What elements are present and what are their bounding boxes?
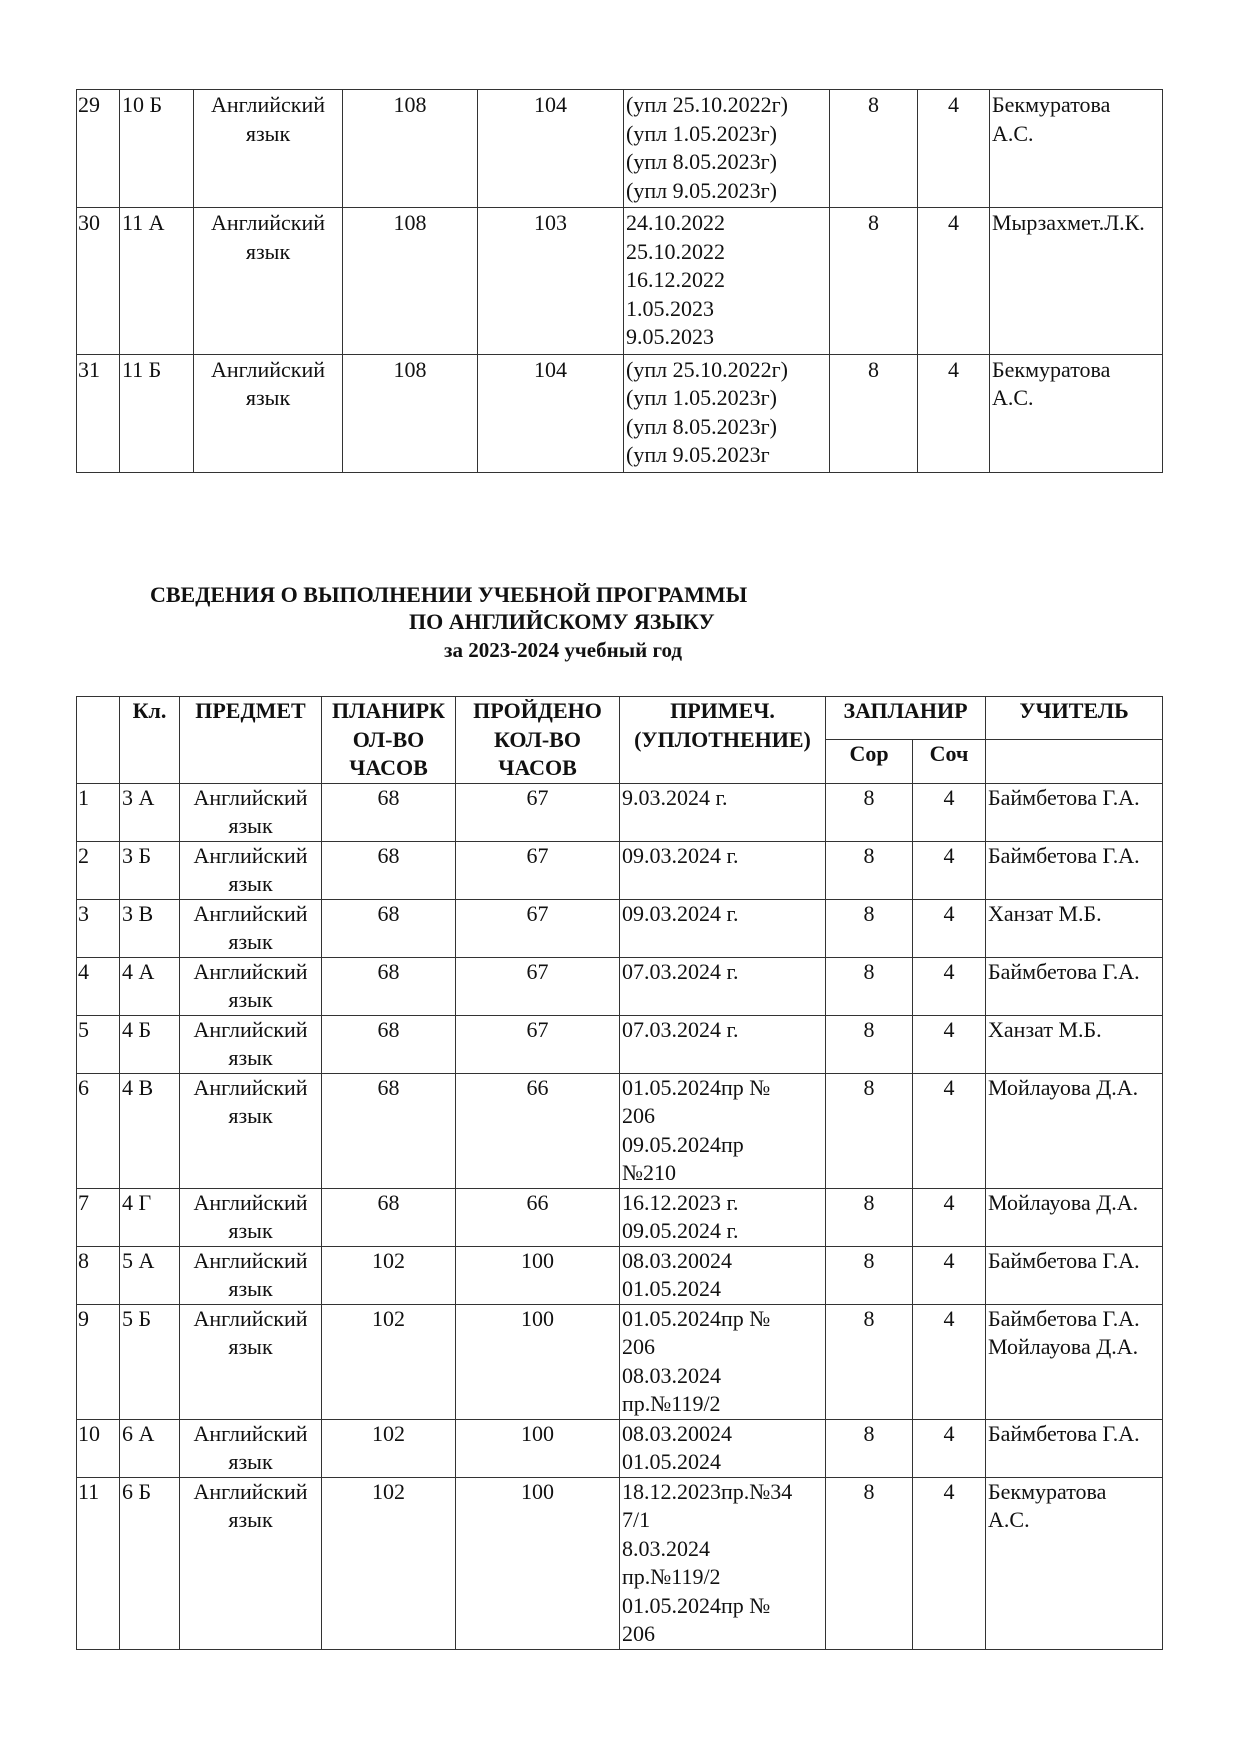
notes-cell: (упл 25.10.2022г) (упл 1.05.2023г) (упл 8.05.2023г) (упл 9.05.2023г [624, 354, 830, 472]
class-cell: 11 Б [120, 354, 194, 472]
soch-cell: 4 [918, 354, 990, 472]
soch-cell: 4 [918, 90, 990, 208]
sor-cell: 8 [830, 90, 918, 208]
subject-cell: Английский язык [180, 1073, 322, 1188]
subject-cell: Английский язык [180, 1015, 322, 1073]
subject-cell: Английский язык [180, 841, 322, 899]
continuation-table-body [77, 90, 1163, 473]
completed-hours-cell: 104 [478, 354, 624, 472]
sor-cell: 8 [830, 208, 918, 355]
header-soch: Соч [913, 740, 986, 783]
completed-hours-cell: 103 [478, 208, 624, 355]
notes-cell: 09.03.2024 г. [620, 841, 826, 899]
planned-hours-cell: 102 [322, 1419, 456, 1477]
row-number: 1 [77, 783, 120, 841]
teacher-cell: Баймбетова Г.А. [986, 957, 1163, 1015]
planned-hours-cell: 102 [322, 1477, 456, 1649]
planned-hours-cell: 108 [343, 208, 478, 355]
header-subject: ПРЕДМЕТ [180, 697, 322, 784]
row-number: 11 [77, 1477, 120, 1649]
soch-cell: 4 [913, 783, 986, 841]
subject-cell: Английский язык [194, 208, 343, 355]
sor-cell: 8 [826, 783, 913, 841]
header-notes: ПРИМЕЧ. (УПЛОТНЕНИЕ) [620, 697, 826, 784]
completed-hours-cell: 67 [456, 899, 620, 957]
soch-cell: 4 [913, 1188, 986, 1246]
notes-cell: 08.03.20024 01.05.2024 [620, 1246, 826, 1304]
completed-hours-cell: 100 [456, 1419, 620, 1477]
class-cell: 4 Б [120, 1015, 180, 1073]
row-number: 2 [77, 841, 120, 899]
teacher-cell: Баймбетова Г.А. [986, 783, 1163, 841]
notes-cell: (упл 25.10.2022г) (упл 1.05.2023г) (упл 8.05.2023г) (упл 9.05.2023г) [624, 90, 830, 208]
class-cell: 5 Б [120, 1304, 180, 1419]
row-number: 4 [77, 957, 120, 1015]
header-sor: Сор [826, 740, 913, 783]
header-number [77, 697, 120, 784]
completed-hours-cell: 100 [456, 1304, 620, 1419]
table-row [77, 899, 1163, 957]
subject-cell: Английский язык [180, 1188, 322, 1246]
soch-cell: 4 [913, 1073, 986, 1188]
table-row [77, 208, 1163, 355]
notes-cell: 24.10.2022 25.10.2022 16.12.2022 1.05.2023 9.05.2023 [624, 208, 830, 355]
sor-cell: 8 [826, 1419, 913, 1477]
subject-cell: Английский язык [180, 899, 322, 957]
planned-hours-cell: 102 [322, 1304, 456, 1419]
class-cell: 6 Б [120, 1477, 180, 1649]
row-number: 8 [77, 1246, 120, 1304]
teacher-cell: Баймбетова Г.А. [986, 1246, 1163, 1304]
sor-cell: 8 [830, 354, 918, 472]
header-teacher-blank [986, 740, 1163, 783]
notes-cell: 07.03.2024 г. [620, 1015, 826, 1073]
row-number: 29 [77, 90, 120, 208]
class-cell: 10 Б [120, 90, 194, 208]
table-row [77, 1073, 1163, 1188]
header-completed-hours: ПРОЙДЕНО КОЛ-ВО ЧАСОВ [456, 697, 620, 784]
row-number: 31 [77, 354, 120, 472]
subject-cell: Английский язык [180, 957, 322, 1015]
completed-hours-cell: 67 [456, 1015, 620, 1073]
notes-cell: 18.12.2023пр.№34 7/1 8.03.2024 пр.№119/2 01.05.2024пр № 206 [620, 1477, 826, 1649]
teacher-cell: Ханзат М.Б. [986, 1015, 1163, 1073]
soch-cell: 4 [913, 841, 986, 899]
soch-cell: 4 [918, 208, 990, 355]
class-cell: 4 А [120, 957, 180, 1015]
planned-hours-cell: 102 [322, 1246, 456, 1304]
planned-hours-cell: 68 [322, 957, 456, 1015]
planned-hours-cell: 68 [322, 1188, 456, 1246]
class-cell: 4 В [120, 1073, 180, 1188]
notes-cell: 08.03.20024 01.05.2024 [620, 1419, 826, 1477]
sor-cell: 8 [826, 1015, 913, 1073]
completed-hours-cell: 67 [456, 957, 620, 1015]
row-number: 5 [77, 1015, 120, 1073]
planned-hours-cell: 68 [322, 841, 456, 899]
soch-cell: 4 [913, 899, 986, 957]
row-number: 7 [77, 1188, 120, 1246]
header-planned-hours: ПЛАНИРК ОЛ-ВО ЧАСОВ [322, 697, 456, 784]
header-teacher: УЧИТЕЛЬ [986, 697, 1163, 740]
curriculum-table [76, 696, 1163, 1650]
curriculum-table-body [77, 783, 1163, 1649]
notes-cell: 09.03.2024 г. [620, 899, 826, 957]
class-cell: 3 А [120, 783, 180, 841]
table-row [77, 957, 1163, 1015]
subject-cell: Английский язык [180, 1304, 322, 1419]
teacher-cell: Мырзахмет.Л.К. [990, 208, 1163, 355]
table-header [77, 697, 1163, 784]
completed-hours-cell: 100 [456, 1246, 620, 1304]
sor-cell: 8 [826, 1073, 913, 1188]
planned-hours-cell: 68 [322, 783, 456, 841]
header-planned-group: ЗАПЛАНИР [826, 697, 986, 740]
teacher-cell: Бекмуратова А.С. [990, 354, 1163, 472]
completed-hours-cell: 66 [456, 1073, 620, 1188]
planned-hours-cell: 68 [322, 1073, 456, 1188]
sor-cell: 8 [826, 899, 913, 957]
table-row [77, 1015, 1163, 1073]
completed-hours-cell: 104 [478, 90, 624, 208]
report-year: за 2023-2024 учебный год [444, 638, 682, 662]
soch-cell: 4 [913, 1246, 986, 1304]
class-cell: 3 В [120, 899, 180, 957]
notes-cell: 9.03.2024 г. [620, 783, 826, 841]
completed-hours-cell: 100 [456, 1477, 620, 1649]
subject-cell: Английский язык [194, 354, 343, 472]
subject-cell: Английский язык [194, 90, 343, 208]
planned-hours-cell: 108 [343, 354, 478, 472]
subject-cell: Английский язык [180, 1246, 322, 1304]
notes-cell: 16.12.2023 г. 09.05.2024 г. [620, 1188, 826, 1246]
class-cell: 11 А [120, 208, 194, 355]
teacher-cell: Бекмуратова А.С. [986, 1477, 1163, 1649]
subject-cell: Английский язык [180, 1419, 322, 1477]
teacher-cell: Баймбетова Г.А. [986, 1419, 1163, 1477]
soch-cell: 4 [913, 1015, 986, 1073]
row-number: 3 [77, 899, 120, 957]
class-cell: 5 А [120, 1246, 180, 1304]
table-row [77, 1477, 1163, 1649]
subject-cell: Английский язык [180, 1477, 322, 1649]
sor-cell: 8 [826, 1246, 913, 1304]
sor-cell: 8 [826, 1477, 913, 1649]
teacher-cell: Баймбетова Г.А. Мойлауова Д.А. [986, 1304, 1163, 1419]
planned-hours-cell: 68 [322, 899, 456, 957]
soch-cell: 4 [913, 957, 986, 1015]
class-cell: 3 Б [120, 841, 180, 899]
table-row [77, 1419, 1163, 1477]
sor-cell: 8 [826, 841, 913, 899]
sor-cell: 8 [826, 957, 913, 1015]
table-row [77, 1304, 1163, 1419]
teacher-cell: Баймбетова Г.А. [986, 841, 1163, 899]
table-row [77, 354, 1163, 472]
notes-cell: 01.05.2024пр № 206 09.05.2024пр №210 [620, 1073, 826, 1188]
sor-cell: 8 [826, 1304, 913, 1419]
teacher-cell: Мойлауова Д.А. [986, 1073, 1163, 1188]
table-row [77, 783, 1163, 841]
completed-hours-cell: 66 [456, 1188, 620, 1246]
row-number: 6 [77, 1073, 120, 1188]
soch-cell: 4 [913, 1304, 986, 1419]
row-number: 30 [77, 208, 120, 355]
class-cell: 4 Г [120, 1188, 180, 1246]
report-subtitle: ПО АНГЛИЙСКОМУ ЯЗЫКУ [409, 609, 715, 634]
completed-hours-cell: 67 [456, 841, 620, 899]
sor-cell: 8 [826, 1188, 913, 1246]
soch-cell: 4 [913, 1477, 986, 1649]
table-row [77, 1246, 1163, 1304]
continuation-table [76, 89, 1163, 473]
teacher-cell: Ханзат М.Б. [986, 899, 1163, 957]
soch-cell: 4 [913, 1419, 986, 1477]
row-number: 9 [77, 1304, 120, 1419]
notes-cell: 07.03.2024 г. [620, 957, 826, 1015]
class-cell: 6 А [120, 1419, 180, 1477]
completed-hours-cell: 67 [456, 783, 620, 841]
subject-cell: Английский язык [180, 783, 322, 841]
planned-hours-cell: 68 [322, 1015, 456, 1073]
teacher-cell: Мойлауова Д.А. [986, 1188, 1163, 1246]
row-number: 10 [77, 1419, 120, 1477]
table-row [77, 841, 1163, 899]
report-title: СВЕДЕНИЯ О ВЫПОЛНЕНИИ УЧЕБНОЙ ПРОГРАММЫ [150, 582, 748, 607]
planned-hours-cell: 108 [343, 90, 478, 208]
notes-cell: 01.05.2024пр № 206 08.03.2024 пр.№119/2 [620, 1304, 826, 1419]
table-row [77, 1188, 1163, 1246]
teacher-cell: Бекмуратова А.С. [990, 90, 1163, 208]
table-row [77, 90, 1163, 208]
header-class: Кл. [120, 697, 180, 784]
